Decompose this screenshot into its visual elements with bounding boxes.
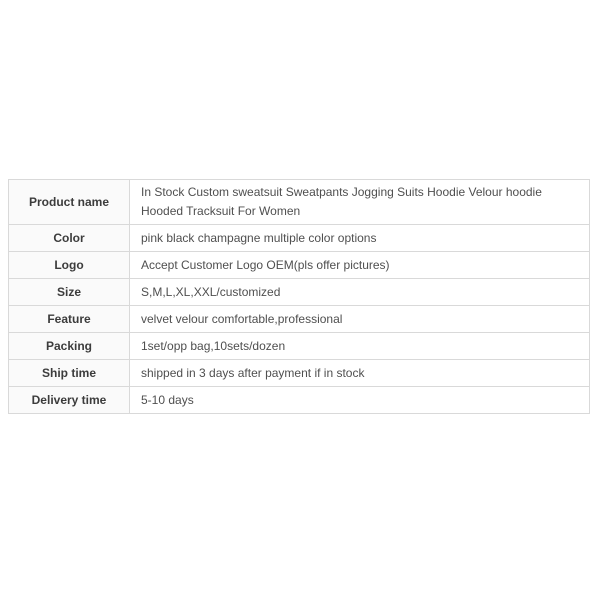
row-label: Delivery time	[9, 387, 130, 414]
row-value: 5-10 days	[130, 387, 590, 414]
row-value: In Stock Custom sweatsuit Sweatpants Jogging Suits Hoodie Velour hoodie Hooded Tracksuit For Women	[130, 180, 590, 225]
row-value: pink black champagne multiple color options	[130, 225, 590, 252]
table-row	[9, 180, 590, 225]
row-label: Feature	[9, 306, 130, 333]
table-row	[9, 225, 590, 252]
table-row	[9, 306, 590, 333]
row-label: Product name	[9, 180, 130, 225]
row-label: Size	[9, 279, 130, 306]
table-row	[9, 387, 590, 414]
row-value: shipped in 3 days after payment if in stock	[130, 360, 590, 387]
product-info-table	[8, 179, 590, 414]
row-label: Ship time	[9, 360, 130, 387]
table-row	[9, 279, 590, 306]
table-row	[9, 360, 590, 387]
row-value: 1set/opp bag,10sets/dozen	[130, 333, 590, 360]
row-value: velvet velour comfortable,professional	[130, 306, 590, 333]
table-row	[9, 252, 590, 279]
row-label: Logo	[9, 252, 130, 279]
table-row	[9, 333, 590, 360]
row-value: S,M,L,XL,XXL/customized	[130, 279, 590, 306]
row-label: Packing	[9, 333, 130, 360]
product-info-table-body	[9, 180, 590, 414]
row-label: Color	[9, 225, 130, 252]
row-value: Accept Customer Logo OEM(pls offer pictures)	[130, 252, 590, 279]
